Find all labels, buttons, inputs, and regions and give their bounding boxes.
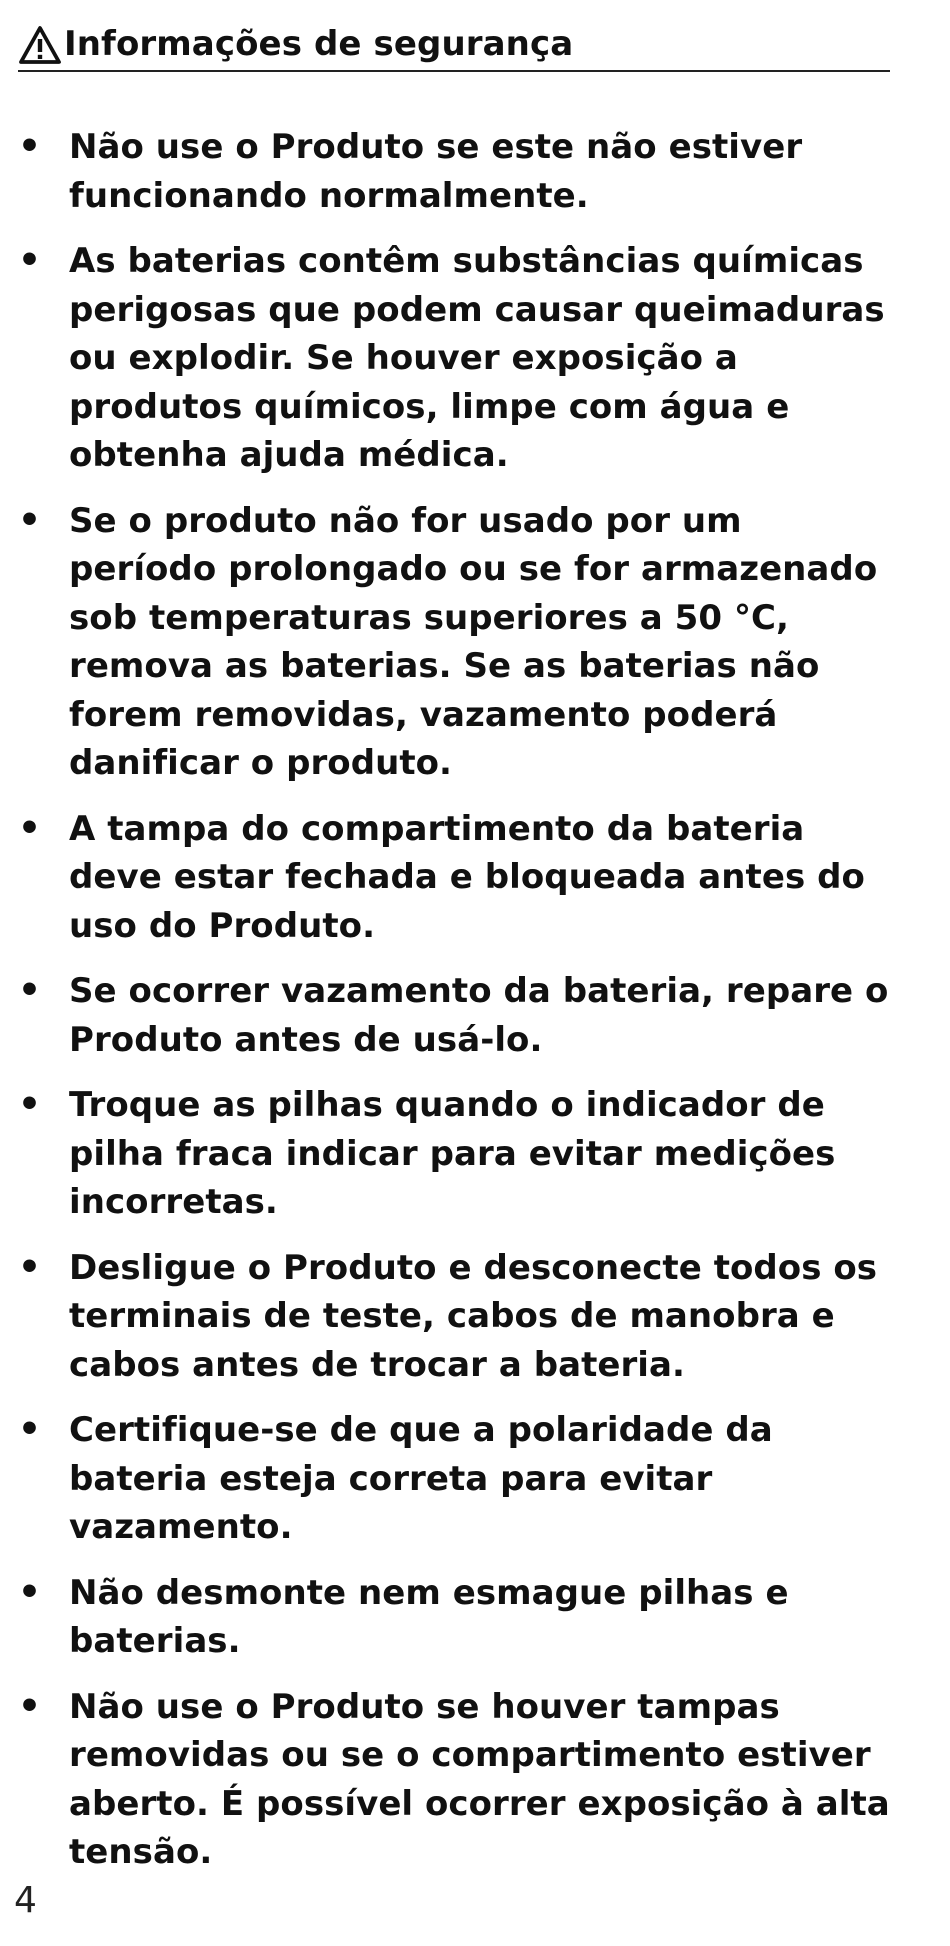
section-header [18,14,890,72]
bullet-point: • [18,1571,42,1613]
list-item-text: Não use o Produto se houver tampas removidas ou se o compartimento estiver aberto. É possível ocorrer exposição à alta tensão. [69,1686,890,1872]
bullet-point: • [18,1246,42,1288]
list-item-text: As baterias contêm substâncias químicas perigosas que podem causar queimaduras ou explodir. Se houver exposição a produtos químicos, limpe com água e obtenha ajuda médica. [69,241,885,475]
list-item [18,805,898,951]
bullet-point: • [18,970,42,1011]
bullet-point: • [18,1409,42,1450]
bullet-point: • [18,807,42,849]
list-item-text: Não use o Produto se este não estiver funcionando normalmente. [69,127,803,216]
section-title: Informações de segurança [64,23,574,64]
list-item-text: Troque as pilhas quando o indicador de pilha fraca indicar para evitar medições incorretas. [69,1085,836,1222]
list-item [18,1244,898,1390]
list-item-text: Desligue o Produto e desconecte todos os terminais de teste, cabos de manobra e cabos antes de trocar a bateria. [69,1247,878,1385]
list-item [18,123,898,220]
list-item [18,497,898,788]
bullet-point: • [18,126,42,167]
list-item [18,1406,898,1552]
page-number: 4 [14,1880,37,1921]
bullet-point: • [18,499,42,541]
list-item-text: Não desmonte nem esmague pilhas e baterias. [69,1572,789,1661]
list-item-text: Se ocorrer vazamento da bateria, repare o Produto antes de usá-lo. [69,971,889,1060]
list-item [18,1569,898,1666]
list-item-text: Certifique-se de que a polaridade da bateria esteja correta para evitar vazamento. [69,1410,773,1547]
list-item [18,1683,898,1877]
bullet-point: • [18,1084,42,1125]
list-item [18,967,898,1064]
list-item-text: A tampa do compartimento da bateria deve estar fechada e bloqueada antes do uso do Produto. [69,808,865,946]
bullet-point: • [18,240,42,281]
safety-list [18,123,898,1894]
list-item-text: Se o produto não for usado por um período prolongado ou se for armazenado sob temperaturas superiores a 50 °C, remova as baterias. Se as baterias não forem removidas, vazamento poderá danificar o produto. [69,500,878,783]
list-item [18,237,898,480]
list-item [18,1081,898,1227]
warning-icon [18,25,62,65]
bullet-point: • [18,1685,42,1727]
